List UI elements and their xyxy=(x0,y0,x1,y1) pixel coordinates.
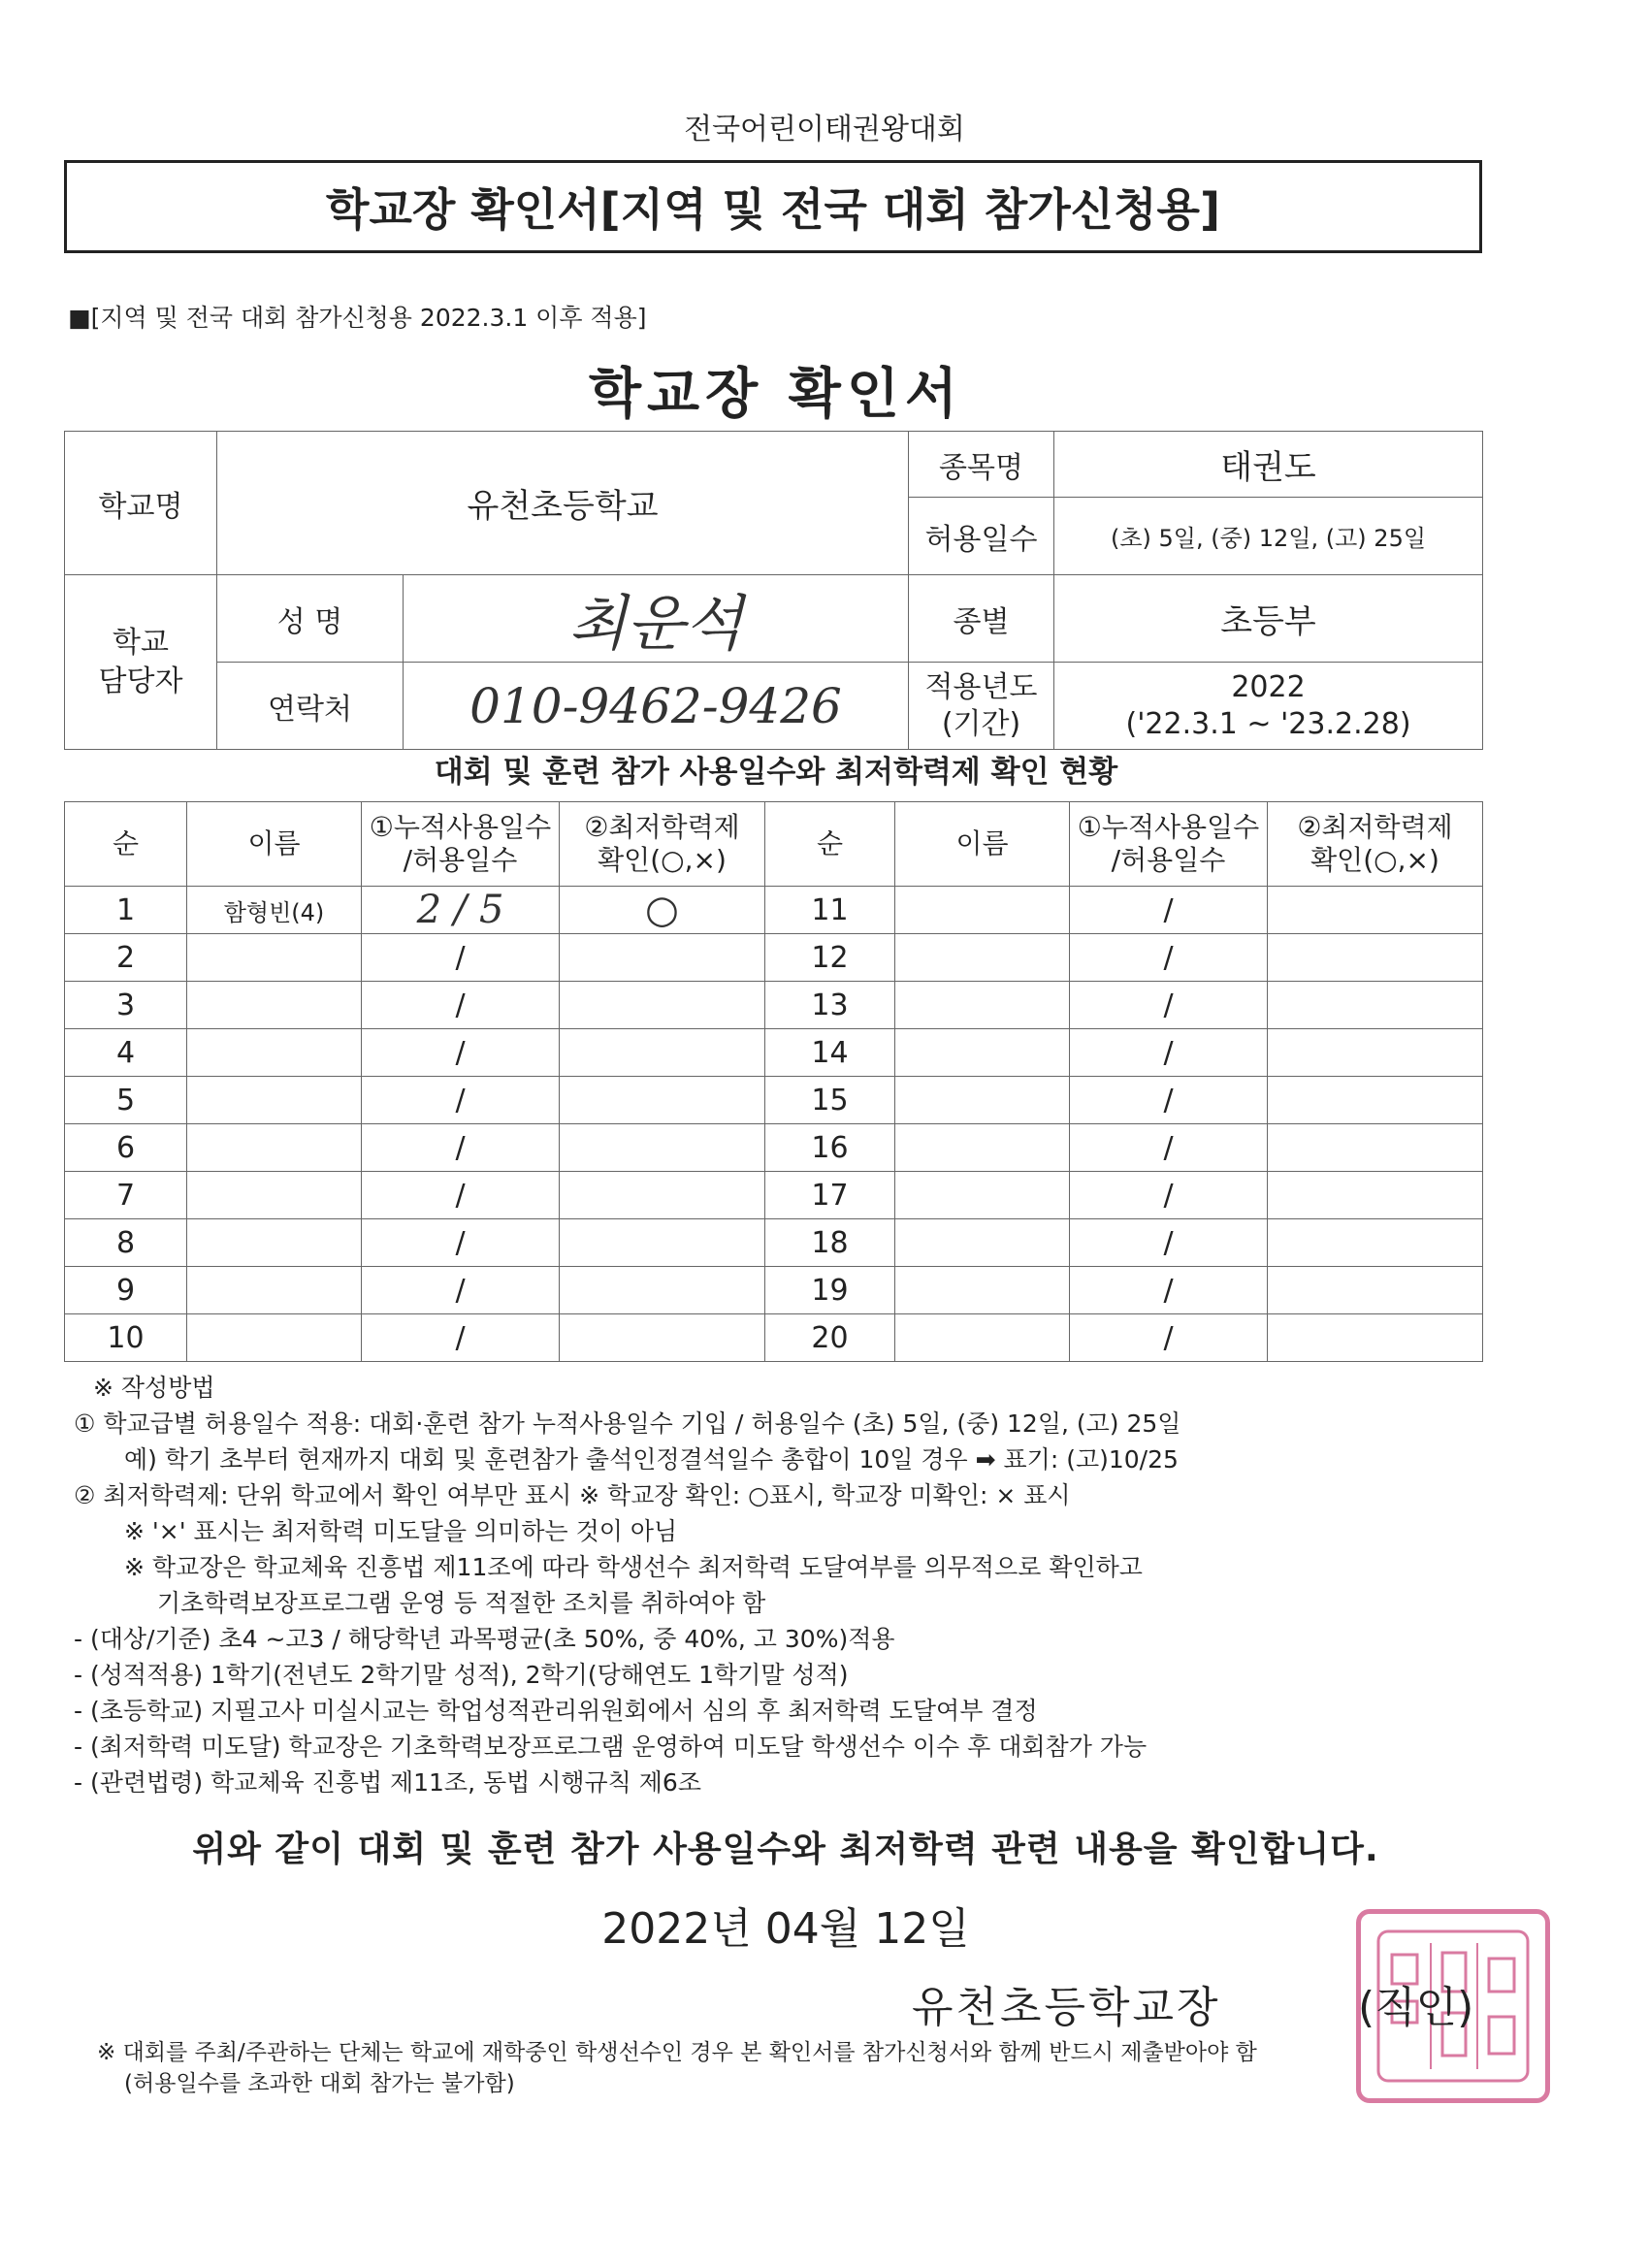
cell-academic xyxy=(560,1314,765,1362)
cell-name xyxy=(187,1029,362,1077)
usage-table-body xyxy=(65,802,1483,1362)
cell-academic xyxy=(1268,1172,1483,1219)
cell-name: 함형빈(4) xyxy=(187,887,362,934)
header-days: ①누적사용일수 /허용일수 xyxy=(362,802,560,887)
header-academic-2: ②최저학력제 확인(○,×) xyxy=(1268,802,1483,887)
cell-academic xyxy=(560,1124,765,1172)
cell-name xyxy=(895,887,1070,934)
cell-days: / xyxy=(1070,1029,1268,1077)
cell-academic xyxy=(560,1077,765,1124)
table-row xyxy=(65,1124,1483,1172)
cell-name xyxy=(187,934,362,982)
cell-no: 20 xyxy=(765,1314,895,1362)
cell-no: 12 xyxy=(765,934,895,982)
cell-days: / xyxy=(362,1314,560,1362)
cell-name xyxy=(187,1077,362,1124)
table-row xyxy=(65,1219,1483,1267)
instruction-line: - (대상/기준) 초4 ~고3 / 해당학년 과목평균(초 50%, 중 40%, 고 30%)적용 xyxy=(74,1625,895,1653)
cell-no: 19 xyxy=(765,1267,895,1314)
cell-academic xyxy=(560,934,765,982)
year-label: 적용년도 (기간) xyxy=(909,663,1054,750)
cell-days: 2 / 5 xyxy=(362,887,560,934)
cell-name xyxy=(895,1077,1070,1124)
cell-no: 17 xyxy=(765,1172,895,1219)
table-row xyxy=(65,1077,1483,1124)
seal-mark-label: (직인) xyxy=(1358,1983,1474,2032)
cell-name xyxy=(187,1267,362,1314)
cell-no: 16 xyxy=(765,1124,895,1172)
category-label: 종별 xyxy=(909,575,1054,663)
form-title: 학교장 확인서[지역 및 전국 대회 참가신청용] xyxy=(64,160,1482,253)
cell-academic xyxy=(560,1267,765,1314)
category-value: 초등부 xyxy=(1054,575,1483,663)
cell-no: 1 xyxy=(65,887,187,934)
cell-name xyxy=(187,1124,362,1172)
table-row xyxy=(65,1267,1483,1314)
cell-days: / xyxy=(1070,1314,1268,1362)
cell-name xyxy=(895,934,1070,982)
cell-days: / xyxy=(362,1219,560,1267)
cell-days: / xyxy=(362,1172,560,1219)
cell-academic xyxy=(1268,1219,1483,1267)
cell-no: 13 xyxy=(765,982,895,1029)
phone-handwritten: 010-9462-9426 xyxy=(404,663,909,750)
header-name-2: 이름 xyxy=(895,802,1070,887)
cell-no: 11 xyxy=(765,887,895,934)
signing-date: 2022년 04월 12일 xyxy=(601,1904,970,1954)
cell-days: / xyxy=(362,982,560,1029)
cell-name xyxy=(895,1172,1070,1219)
cell-no: 18 xyxy=(765,1219,895,1267)
cell-academic xyxy=(1268,934,1483,982)
cell-no: 15 xyxy=(765,1077,895,1124)
table-row xyxy=(65,887,1483,934)
table-row xyxy=(65,1029,1483,1077)
cell-no: 2 xyxy=(65,934,187,982)
cell-no: 5 xyxy=(65,1077,187,1124)
header-no-2: 순 xyxy=(765,802,895,887)
cell-days: / xyxy=(1070,1267,1268,1314)
cell-academic xyxy=(1268,982,1483,1029)
year-cell xyxy=(1054,663,1483,750)
table-row xyxy=(65,1314,1483,1362)
usage-header-row xyxy=(65,802,1483,887)
person-name-label: 성 명 xyxy=(217,575,404,663)
instruction-line: ※ 학교장은 학교체육 진흥법 제11조에 따라 학생선수 최저학력 도달여부를 의무적으로 확인하고 xyxy=(124,1553,1143,1581)
instructions xyxy=(64,1370,1500,1800)
cell-no: 4 xyxy=(65,1029,187,1077)
header-days-2: ①누적사용일수 /허용일수 xyxy=(1070,802,1268,887)
instruction-line: ① 학교급별 허용일수 적용: 대회·훈련 참가 누적사용일수 기입 / 허용일수 (초) 5일, (중) 12일, (고) 25일 xyxy=(74,1409,1181,1438)
instruction-line: ※ '×' 표시는 최저학력 미도달을 의미하는 것이 아님 xyxy=(124,1517,678,1545)
applicability-note: ■[지역 및 전국 대회 참가신청용 2022.3.1 이후 적용] xyxy=(68,304,647,332)
cell-no: 7 xyxy=(65,1172,187,1219)
footnote xyxy=(97,2037,1257,2099)
confirmation-statement: 위와 같이 대회 및 훈련 참가 사용일수와 최저학력 관련 내용을 확인합니다. xyxy=(192,1830,1379,1869)
principal-title: 유천초등학교장 xyxy=(912,1983,1221,2032)
cell-name xyxy=(187,1314,362,1362)
school-name-label: 학교명 xyxy=(65,432,217,575)
cell-days: / xyxy=(362,934,560,982)
table-row xyxy=(65,982,1483,1029)
instruction-line: 예) 학기 초부터 현재까지 대회 및 훈련참가 출석인정결석일수 총합이 10일 경우 ➡ 표기: (고)10/25 xyxy=(124,1445,1179,1474)
cell-name xyxy=(187,982,362,1029)
instruction-line: - (관련법령) 학교체육 진흥법 제11조, 동법 시행규칙 제6조 xyxy=(74,1768,701,1797)
cell-academic xyxy=(1268,1077,1483,1124)
contact-person-label: 학교 담당자 xyxy=(65,575,217,750)
cell-days: / xyxy=(362,1267,560,1314)
cell-days: / xyxy=(1070,1077,1268,1124)
cell-academic: ○ xyxy=(560,887,765,934)
cell-academic xyxy=(1268,1267,1483,1314)
cell-days: / xyxy=(1070,887,1268,934)
cell-days: / xyxy=(1070,982,1268,1029)
instruction-line: - (성적적용) 1학기(전년도 2학기말 성적), 2학기(당해연도 1학기말 성적) xyxy=(74,1661,849,1689)
cell-no: 9 xyxy=(65,1267,187,1314)
instructions-heading: ※ 작성방법 xyxy=(93,1374,215,1402)
cell-days: / xyxy=(362,1077,560,1124)
document-title: 학교장 확인서 xyxy=(588,363,964,426)
person-name-handwritten: 최운석 xyxy=(404,575,909,663)
cell-days: / xyxy=(362,1029,560,1077)
cell-name xyxy=(895,1029,1070,1077)
instruction-line: ② 최저학력제: 단위 학교에서 확인 여부만 표시 ※ 학교장 확인: ○표시, 학교장 미확인: × 표시 xyxy=(74,1481,1071,1509)
instruction-line: - (최저학력 미도달) 학교장은 기초학력보장프로그램 운영하여 미도달 학생선수 이수 후 대회참가 가능 xyxy=(74,1733,1148,1761)
usage-section-title: 대회 및 훈련 참가 사용일수와 최저학력제 확인 현황 xyxy=(434,755,1118,790)
cell-name xyxy=(895,982,1070,1029)
cell-no: 6 xyxy=(65,1124,187,1172)
cell-academic xyxy=(560,1172,765,1219)
cell-no: 14 xyxy=(765,1029,895,1077)
cell-academic xyxy=(560,982,765,1029)
header-name: 이름 xyxy=(187,802,362,887)
cell-name xyxy=(895,1124,1070,1172)
header-academic: ②최저학력제 확인(○,×) xyxy=(560,802,765,887)
phone-label: 연락처 xyxy=(217,663,404,750)
period-value: ('22.3.1 ~ '23.2.28) xyxy=(1125,706,1411,741)
sport-label: 종목명 xyxy=(909,432,1054,498)
cell-days: / xyxy=(1070,1172,1268,1219)
cell-academic xyxy=(560,1219,765,1267)
header-no: 순 xyxy=(65,802,187,887)
allowed-days-value: (초) 5일, (중) 12일, (고) 25일 xyxy=(1054,498,1483,575)
cell-name xyxy=(187,1219,362,1267)
school-name-value: 유천초등학교 xyxy=(217,432,909,575)
instruction-line: 기초학력보장프로그램 운영 등 적절한 조치를 취하여야 함 xyxy=(157,1589,766,1617)
table-row xyxy=(65,1172,1483,1219)
sport-value: 태권도 xyxy=(1054,432,1483,498)
year-value: 2022 xyxy=(1231,669,1306,704)
cell-days: / xyxy=(1070,934,1268,982)
cell-no: 8 xyxy=(65,1219,187,1267)
cell-days: / xyxy=(362,1124,560,1172)
cell-name xyxy=(895,1267,1070,1314)
allowed-days-label: 허용일수 xyxy=(909,498,1054,575)
usage-table xyxy=(64,801,1483,1362)
footnote-line: ※ 대회를 주최/주관하는 단체는 학교에 재학중인 학생선수인 경우 본 확인서를 참가신청서와 함께 반드시 제출받아야 함 xyxy=(97,2040,1257,2065)
cell-days: / xyxy=(1070,1219,1268,1267)
cell-no: 3 xyxy=(65,982,187,1029)
instruction-line: - (초등학교) 지필고사 미실시교는 학업성적관리위원회에서 심의 후 최저학력 도달여부 결정 xyxy=(74,1697,1038,1725)
cell-name xyxy=(895,1314,1070,1362)
organization-name: 전국어린이태권왕대회 xyxy=(684,113,965,146)
cell-no: 10 xyxy=(65,1314,187,1362)
cell-academic xyxy=(560,1029,765,1077)
school-info-table xyxy=(64,431,1483,750)
footnote-line: (허용일수를 초과한 대회 참가는 불가함) xyxy=(124,2071,515,2096)
table-row xyxy=(65,934,1483,982)
cell-academic xyxy=(1268,1029,1483,1077)
cell-academic xyxy=(1268,887,1483,934)
cell-academic xyxy=(1268,1314,1483,1362)
cell-days: / xyxy=(1070,1124,1268,1172)
cell-academic xyxy=(1268,1124,1483,1172)
cell-name xyxy=(187,1172,362,1219)
cell-name xyxy=(895,1219,1070,1267)
